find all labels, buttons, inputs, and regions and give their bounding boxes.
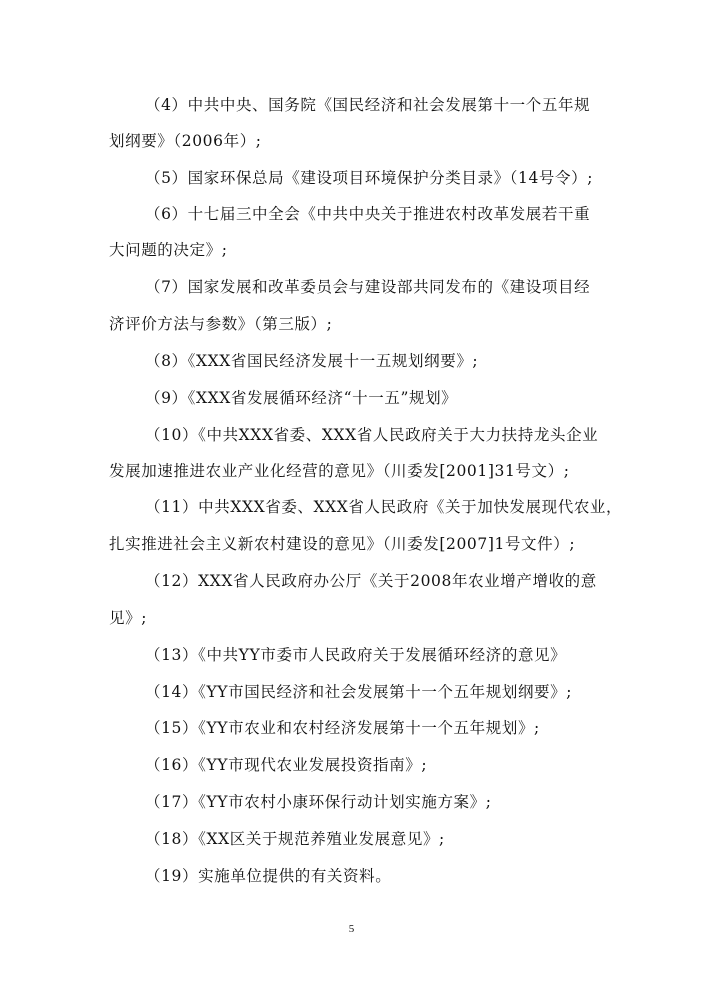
reference-line-10b: 发展加速推进农业产业化经营的意见》（川委发[2001]31号文）; xyxy=(109,462,570,480)
reference-line-4b: 划纲要》（2006年）; xyxy=(109,132,262,150)
reference-line-11b: 扎实推进社会主义新农村建设的意见》（川委发[2007]1号文件）; xyxy=(109,535,576,553)
reference-line-9: （9）《XXX省发展循环经济“十一五”规划》 xyxy=(145,389,458,407)
reference-line-7a: （7）国家发展和改革委员会与建设部共同发布的《建设项目经 xyxy=(145,278,591,296)
reference-line-17: （17）《YY市农村小康环保行动计划实施方案》; xyxy=(145,793,492,811)
reference-line-12b: 见》; xyxy=(109,609,148,627)
reference-line-8: （8）《XXX省国民经济发展十一五规划纲要》; xyxy=(145,352,479,370)
reference-line-6a: （6）十七届三中全会《中共中央关于推进农村改革发展若干重 xyxy=(145,205,591,223)
reference-line-11a: （11）中共XXX省委、XXX省人民政府《关于加快发展现代农业， xyxy=(145,498,623,516)
reference-line-19: （19）实施单位提供的有关资料。 xyxy=(145,867,392,885)
page-number: 5 xyxy=(348,923,355,935)
reference-line-15: （15）《YY市农业和农村经济发展第十一个五年规划》; xyxy=(145,719,540,737)
reference-line-6b: 大问题的决定》; xyxy=(109,241,228,259)
reference-line-13: （13）《中共YY市委市人民政府关于发展循环经济的意见》 xyxy=(145,646,567,664)
reference-line-10a: （10）《中共XXX省委、XXX省人民政府关于大力扶持龙头企业 xyxy=(145,426,599,444)
reference-line-5: （5）国家环保总局《建设项目环境保护分类目录》（14号令）; xyxy=(145,169,594,187)
reference-line-14: （14）《YY市国民经济和社会发展第十一个五年规划纲要》; xyxy=(145,683,573,701)
reference-line-16: （16）《YY市现代农业发展投资指南》; xyxy=(145,756,428,774)
reference-line-12a: （12）XXX省人民政府办公厅《关于2008年农业增产增收的意 xyxy=(145,572,597,590)
reference-line-7b: 济评价方法与参数》（第三版）; xyxy=(109,315,333,333)
reference-line-4a: （4）中共中央、国务院《国民经济和社会发展第十一个五年规 xyxy=(145,96,591,114)
reference-line-18: （18）《XX区关于规范养殖业发展意见》; xyxy=(145,830,445,848)
